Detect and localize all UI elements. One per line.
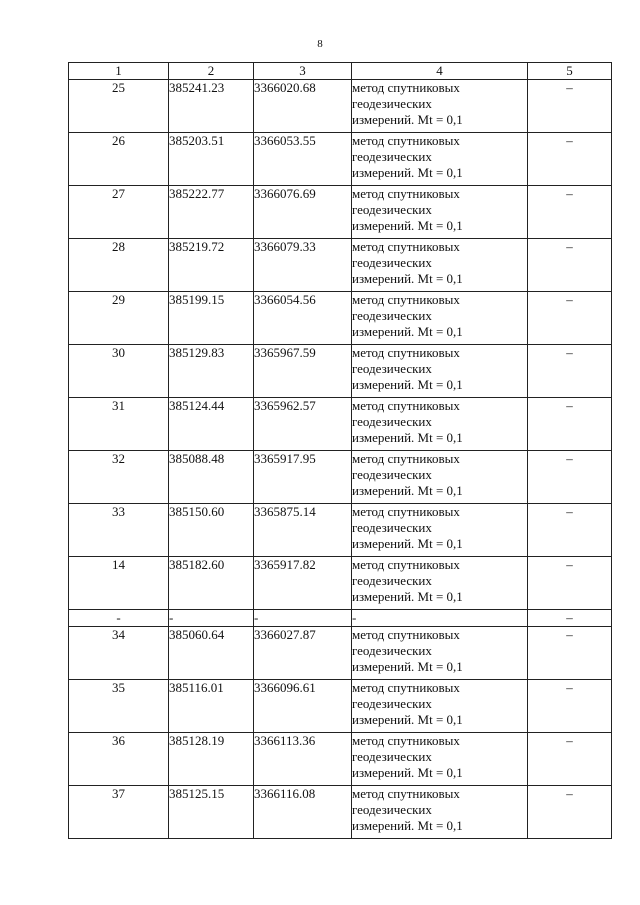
point-number: 26 — [69, 133, 169, 186]
description-dash: – — [528, 627, 612, 680]
coordinate-y: 3365962.57 — [254, 398, 352, 451]
coordinate-x: 385088.48 — [169, 451, 254, 504]
description-dash: – — [528, 451, 612, 504]
page-number: 8 — [317, 38, 323, 50]
method-line-1: метод спутниковых — [352, 345, 460, 360]
table-row — [69, 680, 612, 733]
table-row — [69, 133, 612, 186]
method-description — [352, 292, 528, 345]
point-number: 28 — [69, 239, 169, 292]
method-line-3: измерений. Mt = 0,1 — [352, 271, 463, 286]
table-row — [69, 627, 612, 680]
method-line-1: метод спутниковых — [352, 451, 460, 466]
point-number: 33 — [69, 504, 169, 557]
method-line-3: измерений. Mt = 0,1 — [352, 818, 463, 833]
coordinate-y: 3365917.95 — [254, 451, 352, 504]
coordinate-y: 3366054.56 — [254, 292, 352, 345]
method-description — [352, 627, 528, 680]
coordinate-x: 385125.15 — [169, 786, 254, 839]
method-line-2: геодезических — [352, 802, 432, 817]
separator-x: - — [169, 610, 254, 627]
method-line-2: геодезических — [352, 573, 432, 588]
header-col-2: 2 — [169, 63, 254, 80]
separator-method: - — [352, 610, 528, 627]
method-line-3: измерений. Mt = 0,1 — [352, 218, 463, 233]
method-line-3: измерений. Mt = 0,1 — [352, 165, 463, 180]
separator-dash: – — [528, 610, 612, 627]
point-number: 32 — [69, 451, 169, 504]
method-description — [352, 504, 528, 557]
method-line-2: геодезических — [352, 414, 432, 429]
coordinate-x: 385199.15 — [169, 292, 254, 345]
method-line-2: геодезических — [352, 96, 432, 111]
point-number: 30 — [69, 345, 169, 398]
description-dash: – — [528, 239, 612, 292]
coordinate-x: 385129.83 — [169, 345, 254, 398]
method-line-1: метод спутниковых — [352, 504, 460, 519]
coordinate-y: 3366116.08 — [254, 786, 352, 839]
point-number: 36 — [69, 733, 169, 786]
coordinate-x: 385150.60 — [169, 504, 254, 557]
method-line-1: метод спутниковых — [352, 80, 460, 95]
coordinate-x: 385241.23 — [169, 80, 254, 133]
method-description — [352, 133, 528, 186]
method-line-2: геодезических — [352, 149, 432, 164]
description-dash: – — [528, 786, 612, 839]
coordinate-y: 3366076.69 — [254, 186, 352, 239]
coordinate-y: 3365967.59 — [254, 345, 352, 398]
method-description — [352, 733, 528, 786]
table-row — [69, 557, 612, 610]
method-line-1: метод спутниковых — [352, 239, 460, 254]
point-number: 35 — [69, 680, 169, 733]
header-col-5: 5 — [528, 63, 612, 80]
coordinate-x: 385128.19 — [169, 733, 254, 786]
method-description — [352, 557, 528, 610]
method-description — [352, 80, 528, 133]
method-line-2: геодезических — [352, 696, 432, 711]
table-row — [69, 733, 612, 786]
coordinate-x: 385219.72 — [169, 239, 254, 292]
method-line-3: измерений. Mt = 0,1 — [352, 536, 463, 551]
coordinates-table — [68, 62, 612, 839]
point-number: 29 — [69, 292, 169, 345]
method-description — [352, 398, 528, 451]
coordinate-y: 3366053.55 — [254, 133, 352, 186]
description-dash: – — [528, 80, 612, 133]
description-dash: – — [528, 398, 612, 451]
point-number: 34 — [69, 627, 169, 680]
separator-row — [69, 610, 612, 627]
method-line-2: геодезических — [352, 520, 432, 535]
description-dash: – — [528, 504, 612, 557]
coordinate-y: 3366096.61 — [254, 680, 352, 733]
coordinate-y: 3365875.14 — [254, 504, 352, 557]
coordinate-y: 3366113.36 — [254, 733, 352, 786]
method-line-3: измерений. Mt = 0,1 — [352, 483, 463, 498]
description-dash: – — [528, 345, 612, 398]
method-line-1: метод спутниковых — [352, 133, 460, 148]
coordinate-x: 385182.60 — [169, 557, 254, 610]
description-dash: – — [528, 292, 612, 345]
method-line-2: геодезических — [352, 467, 432, 482]
method-description — [352, 239, 528, 292]
table-row — [69, 786, 612, 839]
description-dash: – — [528, 186, 612, 239]
table-row — [69, 239, 612, 292]
method-line-2: геодезических — [352, 749, 432, 764]
method-line-3: измерений. Mt = 0,1 — [352, 589, 463, 604]
coordinate-y: 3365917.82 — [254, 557, 352, 610]
coordinate-y: 3366027.87 — [254, 627, 352, 680]
method-line-1: метод спутниковых — [352, 627, 460, 642]
header-col-4: 4 — [352, 63, 528, 80]
method-line-3: измерений. Mt = 0,1 — [352, 324, 463, 339]
method-line-1: метод спутниковых — [352, 292, 460, 307]
method-line-1: метод спутниковых — [352, 680, 460, 695]
coordinate-x: 385124.44 — [169, 398, 254, 451]
coordinate-x: 385203.51 — [169, 133, 254, 186]
separator-y: - — [254, 610, 352, 627]
method-line-2: геодезических — [352, 255, 432, 270]
description-dash: – — [528, 680, 612, 733]
method-line-3: измерений. Mt = 0,1 — [352, 430, 463, 445]
separator-number: - — [69, 610, 169, 627]
method-line-3: измерений. Mt = 0,1 — [352, 112, 463, 127]
point-number: 27 — [69, 186, 169, 239]
table-header-row — [69, 63, 612, 80]
method-line-1: метод спутниковых — [352, 398, 460, 413]
description-dash: – — [528, 557, 612, 610]
coordinate-x: 385060.64 — [169, 627, 254, 680]
table-row — [69, 345, 612, 398]
coordinate-y: 3366020.68 — [254, 80, 352, 133]
method-line-1: метод спутниковых — [352, 186, 460, 201]
coordinate-y: 3366079.33 — [254, 239, 352, 292]
header-col-1: 1 — [69, 63, 169, 80]
coordinate-x: 385222.77 — [169, 186, 254, 239]
coordinate-x: 385116.01 — [169, 680, 254, 733]
table-row — [69, 80, 612, 133]
method-description — [352, 786, 528, 839]
method-line-2: геодезических — [352, 643, 432, 658]
header-col-3: 3 — [254, 63, 352, 80]
table-row — [69, 504, 612, 557]
description-dash: – — [528, 733, 612, 786]
method-description — [352, 451, 528, 504]
method-line-2: геодезических — [352, 308, 432, 323]
method-line-1: метод спутниковых — [352, 557, 460, 572]
table-row — [69, 186, 612, 239]
point-number: 37 — [69, 786, 169, 839]
method-description — [352, 345, 528, 398]
method-line-3: измерений. Mt = 0,1 — [352, 377, 463, 392]
description-dash: – — [528, 133, 612, 186]
method-line-2: геодезических — [352, 361, 432, 376]
method-description — [352, 186, 528, 239]
table-body — [69, 80, 612, 839]
table-row — [69, 292, 612, 345]
method-line-1: метод спутниковых — [352, 786, 460, 801]
method-line-2: геодезических — [352, 202, 432, 217]
point-number: 14 — [69, 557, 169, 610]
table-row — [69, 398, 612, 451]
table-row — [69, 451, 612, 504]
point-number: 31 — [69, 398, 169, 451]
method-line-3: измерений. Mt = 0,1 — [352, 765, 463, 780]
method-line-1: метод спутниковых — [352, 733, 460, 748]
point-number: 25 — [69, 80, 169, 133]
method-line-3: измерений. Mt = 0,1 — [352, 659, 463, 674]
method-line-3: измерений. Mt = 0,1 — [352, 712, 463, 727]
method-description — [352, 680, 528, 733]
